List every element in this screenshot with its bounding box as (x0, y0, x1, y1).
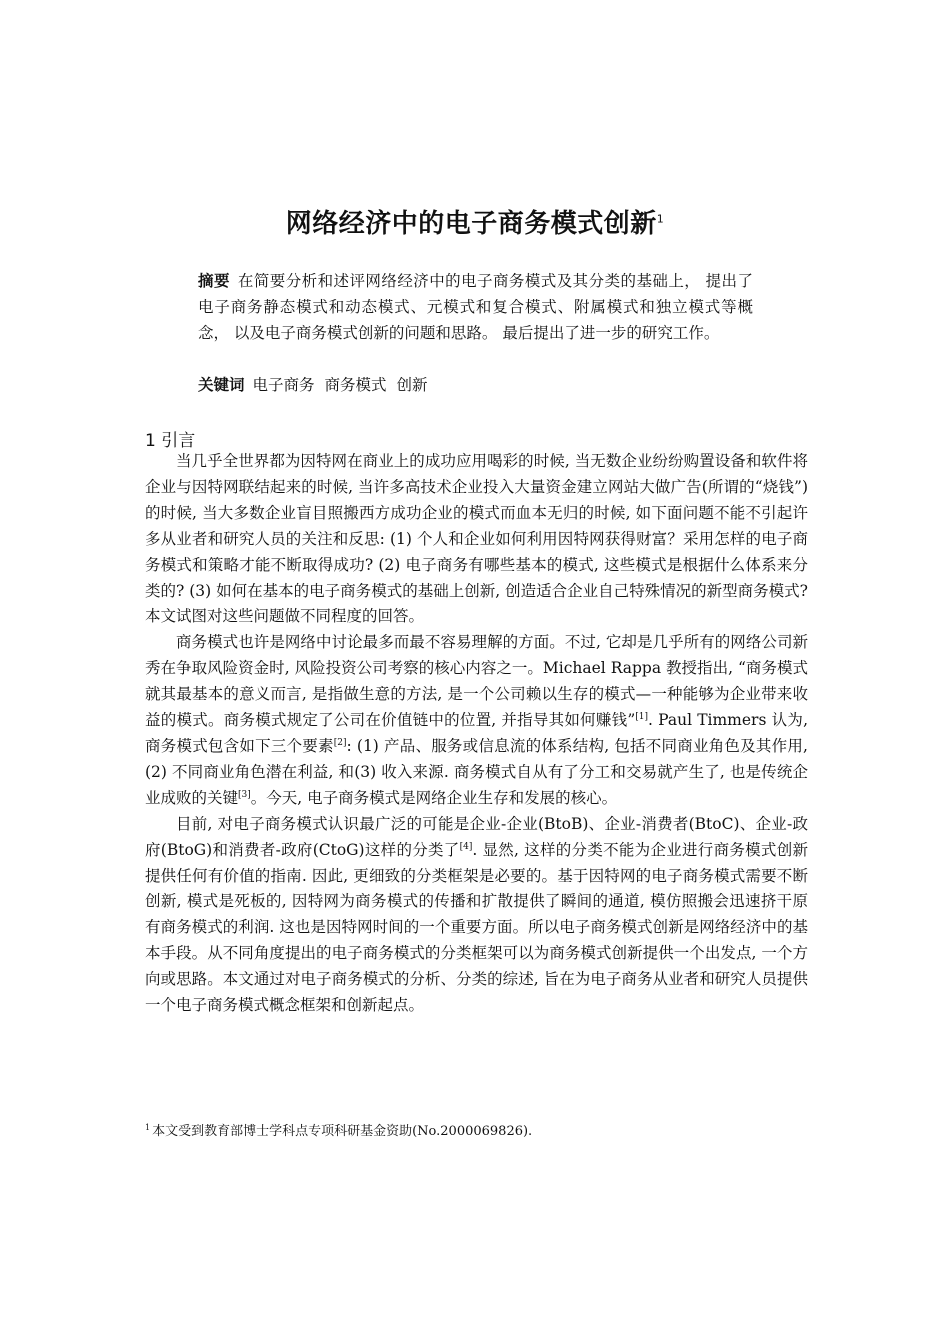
section-heading: 1 引言 (145, 431, 196, 451)
keyword: 创新 (396, 376, 428, 394)
keywords-label: 关键词 (198, 376, 245, 394)
citation: [1] (635, 711, 649, 722)
citation: [4] (459, 841, 473, 852)
footnote (145, 1120, 532, 1139)
abstract-label: 摘要 (198, 272, 230, 290)
citation: [3] (238, 789, 251, 800)
title-footnote-mark: 1 (656, 212, 665, 226)
abstract-text: 在简要分析和述评网络经济中的电子商务模式及其分类的基础上， 提出了电子商务静态模式和动态模式、元模式和复合模式、附属模式和独立模式等概念， 以及电子商务模式创新的问题和思路。 最后提出了进一步的研究工作。 (198, 272, 753, 342)
paragraph: 当几乎全世界都为因特网在商业上的成功应用喝彩的时候, 当无数企业纷纷购置设备和软件将企业与因特网联结起来的时候, 当许多高技术企业投入大量资金建立网站大做广告(所谓的“烧钱”)的时候, 当大多数企业盲目照搬西方成功企业的模式而血本无归的时候, 如下面问题不能不引起许多从业者和研究人员的关注和反思: (1) 个人和企业如何利用因特网获得财富？采用怎样的电子商务模式和策略才能不断取得成功? (2) 电子商务有哪些基本的模式, 这些模式是根据什么体系来分类的? (3) 如何在基本的电子商务模式的基础上创新, 创造适合企业自己特殊情况的新型商务模式? 本文试图对这些问题做不同程度的回答。 (145, 452, 808, 626)
body-text (145, 449, 808, 1019)
keyword: 商务模式 (324, 376, 387, 394)
abstract (198, 268, 753, 346)
paragraph: 目前, 对电子商务模式认识最广泛的可能是企业-企业(BtoB)、企业-消费者(BtoC)、企业-政府(BtoG)和消费者-政府(CtoG)这样的分类了[4]. 显然, 这样的分类不能为企业进行商务模式创新提供任何有价值的指南. 因此, 更细致的分类框架是必要的。基于因特网的电子商务模式需要不断创新, 模式是死板的, 因特网为商务模式的传播和扩散提供了瞬间的通道, 模仿照搬会迅速挤干原有商务模式的利润. 这也是因特网时间的一个重要方面。所以电子商务模式创新是网络经济中的基本手段。从不同角度提出的电子商务模式的分类框架可以为商务模式创新提供一个出发点, 一个方向或思路。本文通过对电子商务模式的分析、分类的综述, 旨在为电子商务从业者和研究人员提供一个电子商务模式概念框架和创新起点。 (145, 814, 808, 1015)
paper-title: 网络经济中的电子商务模式创新$^1$ (285, 209, 665, 239)
footnote-text: 本文受到教育部博士学科点专项科研基金资助(No.2000069826). (152, 1124, 533, 1139)
footnote-mark: 1 (145, 1122, 151, 1132)
citation: [2] (333, 737, 347, 748)
keywords (198, 372, 753, 398)
paragraph: 商务模式也许是网络中讨论最多而最不容易理解的方面。不过, 它却是几乎所有的网络公司新秀在争取风险资金时, 风险投资公司考察的核心内容之一。Michael Rappa 教授指出, “商务模式就其最基本的意义而言, 是指做生意的方法, 是一个公司赖以生存的模式—一种能够为企业带来收益的模式。商务模式规定了公司在价值链中的位置, 并指导其如何赚钱”[1]. Paul Timmers 认为, 商务模式包含如下三个要素[2]: (1) 产品、服务或信息流的体系结构, 包括不同商业角色及其作用, (2) 不同商业角色潜在利益, 和(3) 收入来源. 商务模式自从有了分工和交易就产生了, 也是传统企业成败的关键[3]。今天, 电子商务模式是网络企业生存和发展的核心。 (145, 633, 808, 807)
keyword: 电子商务 (252, 376, 315, 394)
